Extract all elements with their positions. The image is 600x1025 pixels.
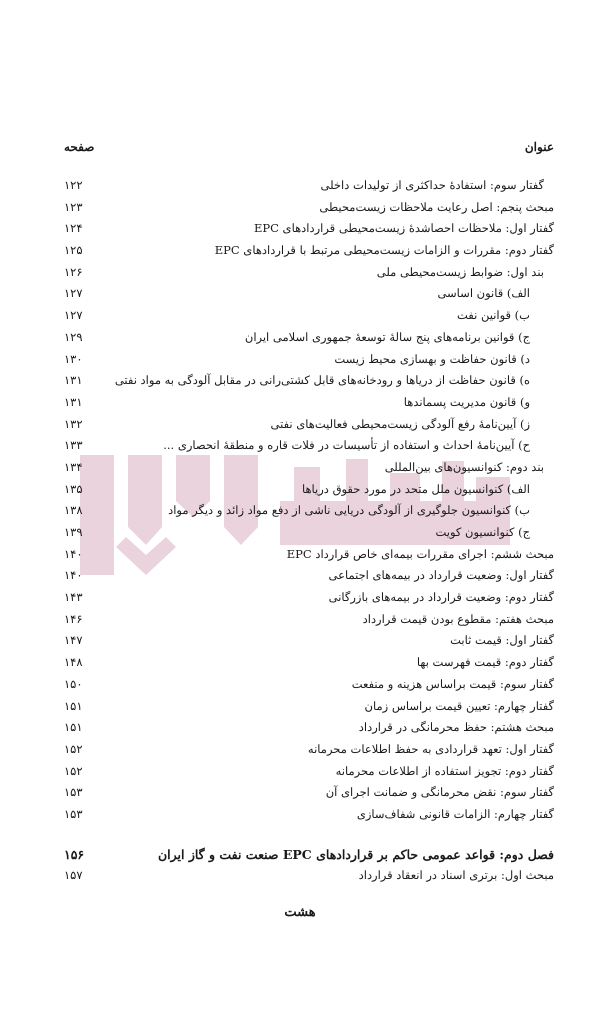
toc-row (64, 373, 554, 395)
toc-row (64, 699, 554, 721)
toc-entry-page: ۱۵۱ (64, 698, 83, 713)
toc-entry-title: گفتار دوم: قیمت فهرست بها (416, 655, 554, 670)
toc-entry-title: ه) قانون حفاظت از دریاها و رودخانه‌های قابل کشتی‌رانی در مقابل آلودگی به مواد نفتی (114, 373, 530, 388)
toc-entry-title: گفتار چهارم: تعیین قیمت براساس زمان (364, 698, 554, 713)
toc-entry-page: ۱۲۳ (64, 199, 83, 214)
toc-entry-page: ۱۴۳ (64, 590, 83, 605)
toc-row (64, 742, 554, 764)
toc-row (64, 352, 554, 374)
toc-entry-page: ۱۴۶ (64, 611, 83, 626)
toc-entry-title: ج) قوانین برنامه‌های پنج سالۀ توسعۀ جمهوری اسلامی ایران (244, 329, 530, 344)
toc-entry-page: ۱۳۱ (64, 373, 83, 388)
toc-entry-title: گفتار اول: تعهد قراردادی به حفظ اطلاعات محرمانه (307, 741, 554, 756)
toc-entry-title: بند اول: ضوابط زیست‌محیطی ملی (376, 264, 544, 279)
toc-row (64, 395, 554, 417)
toc-entry-page: ۱۳۵ (64, 481, 83, 496)
toc-entry-title: و) قانون مدیریت پسماندها (403, 394, 530, 409)
toc-entry-page: ۱۳۰ (64, 351, 83, 366)
toc-entry-title: ب) کنوانسیون جلوگیری از آلودگی دریایی ناشی از دفع مواد زائد و دیگر مواد (168, 503, 530, 518)
toc-entry-page: ۱۳۹ (64, 525, 83, 539)
toc-entry-page: ۱۵۲ (64, 741, 83, 756)
toc-entry-title: مبحث هشتم: حفظ محرمانگی در قرارداد (358, 720, 554, 735)
toc-entry-title: گفتار سوم: استفادۀ حداکثری از تولیدات داخلی (320, 178, 544, 192)
toc-entry-page: ۱۲۷ (64, 286, 83, 301)
table-of-contents (64, 178, 554, 890)
toc-entry-page: ۱۵۰ (64, 676, 83, 691)
toc-entry-page: ۱۴۰ (64, 546, 83, 561)
toc-entry-page: ۱۲۴ (64, 221, 83, 236)
toc-row (64, 590, 554, 612)
toc-entry-page: ۱۲۵ (64, 243, 83, 258)
toc-row (64, 655, 554, 677)
toc-row (64, 243, 554, 265)
toc-row (64, 785, 554, 807)
toc-row (64, 330, 554, 352)
toc-entry-title: گفتار چهارم: الزامات قانونی شفاف‌سازی (356, 806, 554, 821)
toc-entry-page: ۱۲۲ (64, 178, 83, 192)
toc-entry-title: گفتار دوم: تجویز استفاده از اطلاعات محرمانه (335, 763, 554, 778)
toc-row (64, 633, 554, 655)
toc-entry-page: ۱۵۱ (64, 720, 83, 735)
toc-entry-title: گفتار دوم: مقررات و الزامات زیست‌محیطی مرتبط با قراردادهای EPC (214, 243, 554, 258)
toc-row (64, 200, 554, 222)
toc-entry-title: الف) کنوانسیون ملل متحد در مورد حقوق دریاها (301, 481, 530, 496)
toc-row (64, 764, 554, 786)
toc-row (64, 525, 554, 547)
toc-row (64, 417, 554, 439)
toc-column-title: عنوان (524, 140, 554, 154)
toc-entry-title: مبحث هفتم: مقطوع بودن قیمت قرارداد (362, 611, 554, 626)
toc-entry-page: ۱۲۷ (64, 308, 83, 323)
toc-row (64, 677, 554, 699)
toc-entry-title: د) قانون حفاظت و بهسازی محیط زیست (334, 351, 530, 366)
toc-row (64, 503, 554, 525)
toc-entry-page: ۱۳۲ (64, 416, 83, 431)
toc-row (64, 178, 554, 200)
toc-chapter-row (64, 847, 554, 869)
toc-entry-page: ۱۵۲ (64, 763, 83, 778)
toc-entry-page: ۱۴۷ (64, 633, 83, 648)
toc-entry-title: مبحث اول: برتری اسناد در انعقاد قرارداد (358, 868, 554, 883)
toc-row (64, 460, 554, 482)
toc-row (64, 286, 554, 308)
toc-entry-title: ح) آیین‌نامۀ احداث و استفاده از تأسیسات در فلات قاره و منطقۀ انحصاری ... (163, 438, 530, 453)
toc-row (64, 547, 554, 569)
toc-entry-page: ۱۳۳ (64, 438, 83, 453)
toc-entry-page: ۱۴۸ (64, 655, 83, 670)
toc-entry-page: ۱۵۳ (64, 785, 83, 800)
toc-entry-title: ج) کنوانسیون کویت (435, 525, 530, 539)
toc-entry-title: فصل دوم: قواعد عمومی حاکم بر قراردادهای EPC صنعت نفت و گاز ایران (157, 846, 554, 862)
toc-row (64, 221, 554, 243)
toc-row (64, 568, 554, 590)
toc-row (64, 720, 554, 742)
toc-entry-page: ۱۳۸ (64, 503, 83, 518)
page-number-footer: هشت (284, 905, 316, 920)
toc-entry-page: ۱۴۰ (64, 568, 83, 583)
toc-column-page: صفحه (64, 140, 95, 154)
toc-entry-page: ۱۲۶ (64, 264, 83, 279)
toc-entry-title: ز) آیین‌نامۀ رفع آلودگی زیست‌محیطی فعالیت‌های نفتی (270, 416, 530, 431)
toc-row (64, 482, 554, 504)
toc-row (64, 868, 554, 890)
toc-entry-title: مبحث پنجم: اصل رعایت ملاحظات زیست‌محیطی (319, 199, 554, 214)
toc-entry-title: گفتار اول: ملاحظات احصاشدۀ زیست‌محیطی قراردادهای EPC (253, 221, 554, 236)
toc-entry-page: ۱۳۱ (64, 394, 83, 409)
toc-row (64, 438, 554, 460)
toc-entry-title: مبحث ششم: اجرای مقررات بیمه‌ای خاص قرارداد EPC (286, 546, 554, 561)
toc-entry-title: گفتار اول: وضعیت قرارداد در بیمه‌های اجتماعی (328, 568, 554, 583)
toc-entry-title: گفتار سوم: قیمت براساس هزینه و منفعت (351, 676, 554, 691)
toc-entry-page: ۱۳۴ (64, 459, 83, 474)
toc-entry-page: ۱۲۹ (64, 329, 83, 344)
toc-entry-title: بند دوم: کنوانسیون‌های بین‌المللی (384, 459, 544, 474)
toc-entry-title: گفتار دوم: وضعیت قرارداد در بیمه‌های بازرگانی (328, 590, 554, 605)
toc-row (64, 308, 554, 330)
toc-row (64, 807, 554, 829)
toc-entry-page: ۱۵۶ (64, 846, 85, 862)
toc-entry-title: گفتار سوم: نقض محرمانگی و ضمانت اجرای آن (325, 785, 554, 800)
toc-entry-page: ۱۵۳ (64, 806, 83, 821)
toc-row (64, 612, 554, 634)
toc-entry-title: ب) قوانین نفت (457, 308, 530, 323)
toc-row (64, 265, 554, 287)
toc-entry-title: الف) قانون اساسی (437, 286, 530, 301)
toc-entry-page: ۱۵۷ (64, 868, 83, 883)
toc-entry-title: گفتار اول: قیمت ثابت (450, 633, 554, 648)
